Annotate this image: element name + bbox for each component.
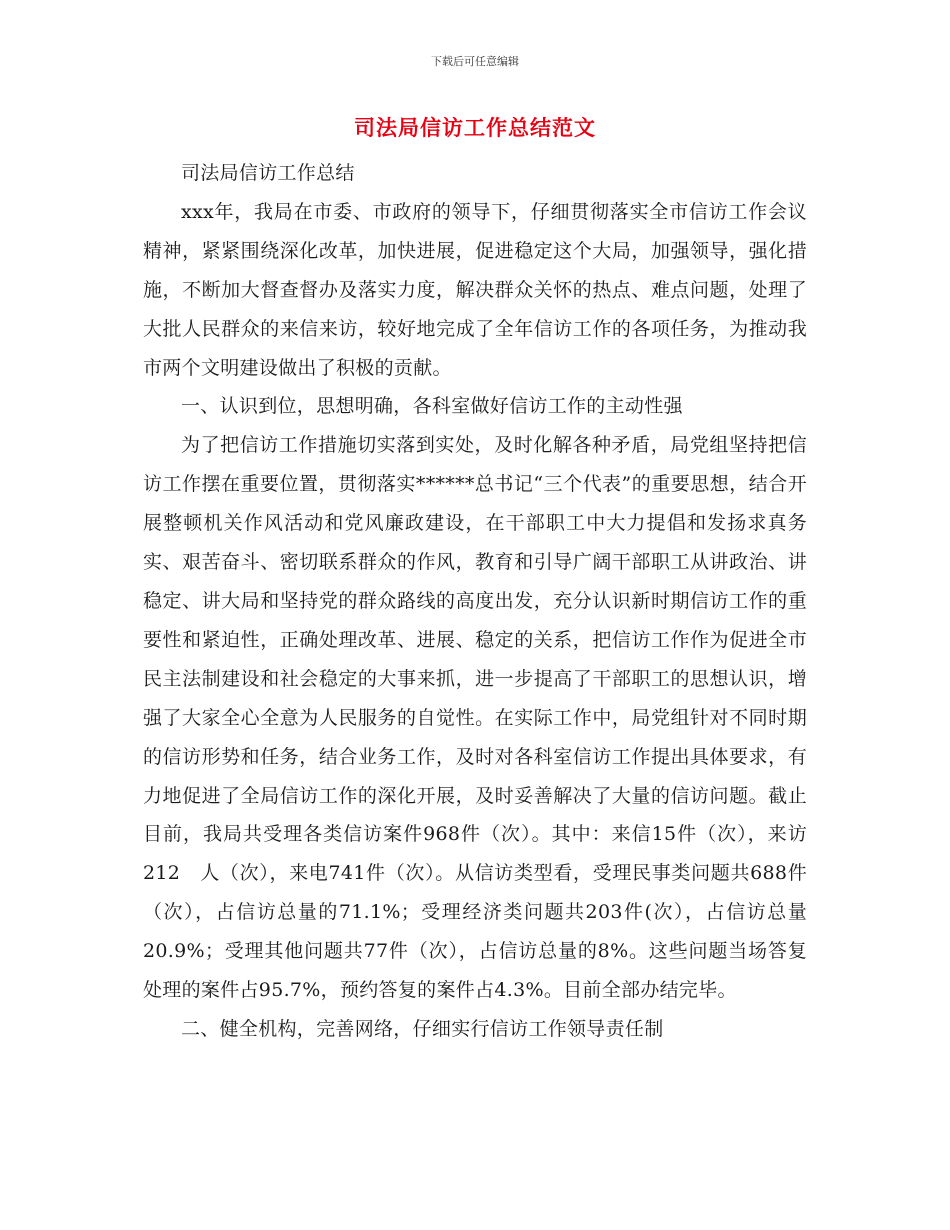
intro-paragraph: xxx年，我局在市委、市政府的领导下，仔细贯彻落实全市信访工作会议精神，紧紧围绕深化改革，加快进展，促进稳定这个大局，加强领导，强化措施，不断加大督查督办及落实力度，解决群众关怀的热点、难点问题，处理了大批人民群众的来信来访，较好地完成了全年信访工作的各项任务，为推动我市两个文明建设做出了积极的贡献。 — [143, 200, 807, 379]
subtitle-paragraph: 司法局信访工作总结 — [181, 162, 355, 184]
document-body — [143, 154, 807, 1049]
header-note: 下载后可任意编辑 — [431, 55, 519, 68]
document-title: 司法局信访工作总结范文 — [354, 116, 596, 140]
section-heading-2: 二、健全机构，完善网络，仔细实行信访工作领导责任制 — [181, 1017, 664, 1040]
section-1-paragraph: 为了把信访工作措施切实落到实处，及时化解各种矛盾，局党组坚持把信访工作摆在重要位置，贯彻落实******总书记“三个代表”的重要思想，结合开展整顿机关作风活动和党风廉政建设，在干部职工中大力提倡和发扬求真务实、艰苦奋斗、密切联系群众的作风，教育和引导广阔干部职工从讲政治、讲稳定、讲大局和坚持党的群众路线的高度出发，充分认识新时期信访工作的重要性和紧迫性，正确处理改革、进展、稳定的关系，把信访工作作为促进全市民主法制建设和社会稳定的大事来抓，进一步提高了干部职工的思想认识，增强了大家全心全意为人民服务的自觉性。在实际工作中，局党组针对不同时期的信访形势和任务，结合业务工作，及时对各科室信访工作提出具体要求，有力地促进了全局信访工作的深化开展，及时妥善解决了大量的信访问题。截止目前，我局共受理各类信访案件968件（次）。其中：来信15件（次），来访212 人（次），来电741件（次）。从信访类型看，受理民事类问题共688件（次），占信访总量的71.1%；受理经济类问题共203件(次），占信访总量20.9%；受理其他问题共77件（次），占信访总量的8%。这些问题当场答复处理的案件占95.7%，预约答复的案件占4.3%。目前全部办结完毕。 — [143, 434, 807, 1002]
section-heading-1: 一、认识到位，思想明确，各科室做好信访工作的主动性强 — [181, 395, 683, 418]
